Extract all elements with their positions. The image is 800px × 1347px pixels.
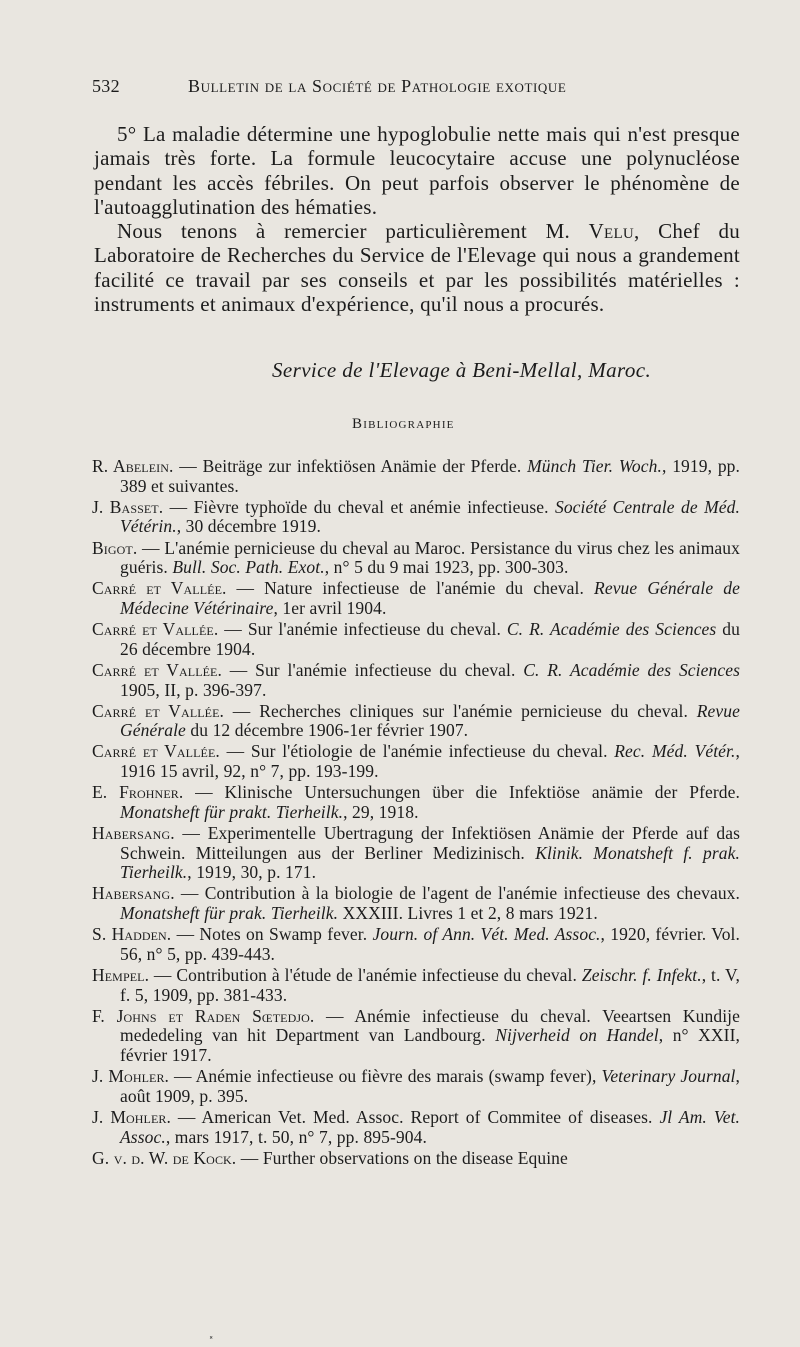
- entry-text: 1905, II, p. 396-397.: [120, 679, 267, 700]
- entry-text: — Recherches cliniques sur l'anémie pernicieuse du cheval.: [224, 700, 697, 721]
- entry-text: , n° 5 du 9 mai 1923, pp. 300-303.: [324, 557, 569, 578]
- entry-text: — Sur l'anémie infectieuse du cheval.: [218, 619, 507, 640]
- entry-text: — Nature infectieuse de l'anémie du cheval.: [226, 578, 595, 599]
- entry-journal: Münch Tier. Woch.: [527, 456, 662, 476]
- entry-journal: C. R. Académie des Sciences: [506, 619, 717, 640]
- entry-text: — Contribution à l'étude de l'anémie infectieuse du cheval.: [149, 964, 582, 985]
- entry-journal: Société Centrale de Méd. Vétérin.: [120, 496, 740, 537]
- entry-text: , 1919, 30, p. 171.: [187, 862, 317, 883]
- entry-journal: Veterinary Journal: [601, 1066, 736, 1087]
- bibliography-entry: [92, 539, 740, 578]
- entry-author: Carré et Vallée.: [92, 619, 219, 640]
- entry-text: , 1919, pp. 389 et suivantes.: [120, 456, 740, 496]
- entry-text: , mars 1917, t. 50, n° 7, pp. 895-904.: [165, 1126, 427, 1147]
- bibliography-entry: [92, 824, 740, 883]
- entry-journal: Monatsheft für prakt. Tierheilk.: [120, 801, 344, 822]
- entry-author: Habersang.: [92, 823, 175, 844]
- bibliography-entry: [92, 884, 740, 923]
- entry-journal: Zeischr. f. Infekt.: [581, 964, 702, 985]
- entry-text: — Sur l'anémie infectieuse du cheval.: [221, 659, 524, 680]
- bibliography-entry: [92, 925, 740, 964]
- entry-text: , 1916 15 avril, 92, n° 7, pp. 193-199.: [120, 741, 740, 782]
- entry-text: — Further observations on the disease Equine: [236, 1147, 568, 1168]
- entry-text: — Contribution à la biologie de l'agent de l'anémie infectieuse des chevaux.: [174, 883, 740, 904]
- entry-text: — Klinische Untersuchungen über die Infektiöse anämie der Pferde.: [183, 782, 740, 803]
- entry-author: Carré et Vallée.: [92, 700, 225, 721]
- entry-author: Carré et Vallée.: [92, 578, 227, 599]
- entry-text: du 12 décembre 1906-1er février 1907.: [185, 720, 469, 741]
- entry-journal: Bull. Soc. Path. Exot.: [172, 557, 325, 578]
- entry-author: Carré et Vallée.: [92, 741, 220, 762]
- entry-author: R. Abelein.: [92, 456, 174, 476]
- bibliography-entry: [92, 966, 740, 1005]
- entry-author: J. Basset.: [92, 496, 164, 517]
- entry-journal: Jl Am. Vet. Assoc.: [120, 1106, 741, 1147]
- paragraph-conclusion-5: 5° La maladie détermine une hypoglobulie nette mais qui n'est presque jamais très forte. La formule leucocytaire accuse une polynucléose pendant les accès fébriles. On peut parfois observer le phénomène de l'autoagglutination des hématies.: [94, 122, 740, 219]
- ack-text-before: Nous tenons à remercier particulièrement M.: [117, 219, 589, 244]
- bibliography-entry: [92, 1067, 740, 1106]
- bibliography-entry: [92, 579, 740, 618]
- entry-author: E. Frohner.: [92, 782, 184, 803]
- body-text: [94, 122, 740, 316]
- entry-text: — Beiträge zur infektiösen Anämie der Pferde.: [173, 456, 528, 476]
- entry-journal: Klinik. Monatsheft f. prak. Tierheilk.: [120, 842, 740, 883]
- entry-text: — Notes on Swamp fever.: [171, 924, 373, 945]
- bibliography-entry: [92, 620, 740, 659]
- entry-text: XXXIII. Livres 1 et 2, 8 mars 1921.: [338, 903, 598, 923]
- bibliography-entry: [92, 1007, 740, 1066]
- paragraph-acknowledgement: [94, 219, 740, 316]
- entry-author: Bigot.: [92, 537, 138, 558]
- bibliography-entry: [92, 702, 740, 741]
- bibliography-heading: Bibliographie: [352, 416, 455, 432]
- bibliography-entry: [92, 783, 740, 822]
- signature-affiliation: Service de l'Elevage à Beni-Mellal, Maroc.: [272, 358, 652, 382]
- entry-text: , 1920, février. Vol. 56, n° 5, pp. 439-443.: [120, 924, 740, 964]
- bibliography-entry: [92, 742, 740, 781]
- entry-text: , 29, 1918.: [343, 801, 419, 822]
- entry-text: — Anémie infectieuse ou fièvre des marais (swamp fever),: [169, 1066, 602, 1087]
- entry-journal: Revue Générale: [120, 700, 740, 741]
- page-number: 532: [92, 76, 120, 96]
- entry-journal: Journ. of Ann. Vét. Med. Assoc.: [372, 924, 601, 945]
- entry-author: Carré et Vallée.: [92, 659, 222, 680]
- entry-journal: Nijverheid on Handel: [495, 1025, 659, 1046]
- entry-text: , t. V, f. 5, 1909, pp. 381-433.: [120, 964, 740, 1005]
- entry-text: , août 1909, p. 395.: [120, 1066, 740, 1106]
- entry-author: F. Johns et Raden Sœtedjo.: [92, 1005, 315, 1026]
- bibliography-entry: [92, 498, 740, 537]
- entry-text: — Experimentelle Ubertragung der Infektiösen Anämie der Pferde auf das Schwein. Mitteilungen aus der Berliner Medizinisch.: [120, 823, 740, 863]
- entry-text: , 30 décembre 1919.: [176, 516, 321, 537]
- entry-text: — American Vet. Med. Assoc. Report of Commitee of diseases.: [170, 1106, 660, 1127]
- entry-text: — Sur l'étiologie de l'anémie infectieuse du cheval.: [219, 741, 615, 762]
- entry-author: J. Mohler.: [92, 1066, 170, 1087]
- entry-text: du 26 décembre 1904.: [120, 619, 740, 659]
- bibliography-list: [92, 457, 740, 1170]
- entry-author: Habersang.: [92, 883, 175, 904]
- entry-text: — Fièvre typhoïde du cheval et anémie infectieuse.: [163, 496, 555, 517]
- bibliography-entry: [92, 661, 740, 700]
- entry-text: — L'anémie pernicieuse du cheval au Maroc. Persistance du virus chez les animaux guéris.: [120, 537, 740, 578]
- entry-author: Hempel.: [92, 964, 150, 985]
- entry-journal: Monatsheft für prak. Tierheilk.: [120, 903, 339, 923]
- entry-author: J. Mohler.: [92, 1106, 171, 1127]
- bibliography-entry: [92, 457, 740, 496]
- margin-mark: ⸼: [210, 1322, 214, 1339]
- bibliography-entry: [92, 1149, 740, 1169]
- entry-author: S. Hadden.: [92, 924, 172, 945]
- running-title: Bulletin de la Société de Pathologie exotique: [188, 76, 567, 96]
- entry-text: , n° XXII, février 1917.: [120, 1025, 740, 1065]
- bibliography-entry: [92, 1108, 740, 1147]
- entry-journal: Rec. Méd. Vétér.: [614, 741, 736, 762]
- entry-journal: C. R. Académie des Sciences: [523, 659, 740, 680]
- entry-journal: Revue Générale de Médecine Vétérinaire: [120, 578, 740, 618]
- ack-person-name: Velu: [588, 219, 634, 244]
- entry-text: — Anémie infectieuse du cheval. Veeartsen Kundije mededeling van hit Department van Landbourg.: [120, 1005, 740, 1046]
- entry-author: G. v. d. W. de Kock.: [92, 1147, 237, 1168]
- ack-text-after: , Chef du Laboratoire de Recherches du Service de l'Elevage qui nous a grandement facilité ce travail par ses conseils et par les possibilités matérielles : instruments et animaux d'expérience, qu'il nous a procurés.: [94, 219, 741, 317]
- entry-text: , 1er avril 1904.: [273, 597, 387, 618]
